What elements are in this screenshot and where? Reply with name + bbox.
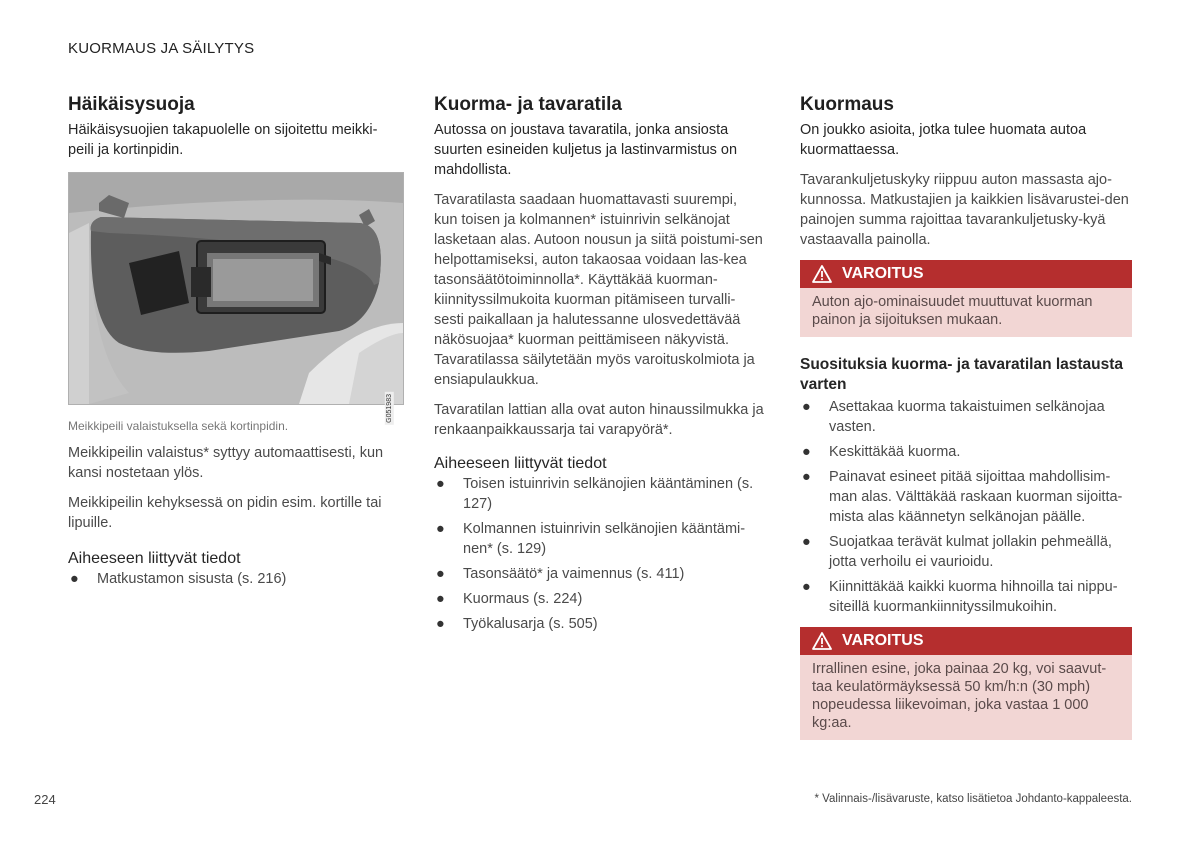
sun-visor-illustration [68,172,404,423]
bullet-icon: ● [70,571,79,587]
bullet-icon: ● [436,566,445,582]
warning-box [800,627,1132,740]
recommendations-list [800,397,1130,617]
related-link-tool-kit[interactable]: ● Työkalusarja (s. 505) [436,616,598,632]
bullet-icon: ● [802,399,811,415]
related-link-matkustamon-sisusta[interactable]: ● Matkustamon sisusta (s. 216) [70,571,287,587]
list-item: ● Suojatkaa terävät kulmat jollakin pehmeällä, jotta verhoilu ei vaurioidu. [802,534,1112,570]
warning-triangle-icon [812,632,832,650]
warning-title: VAROITUS [842,265,924,282]
related-link-second-row[interactable]: ● Toisen istuinrivin selkänojien kääntäminen (s. 127) [436,476,754,512]
bullet-icon: ● [436,521,445,537]
paragraph: Meikkipeilin kehyksessä on pidin esim. kortille tai lipuille. [68,495,382,531]
bullet-icon: ● [436,616,445,632]
running-header: KUORMAUS JA SÄILYTYS [68,40,255,57]
list-item: ● Kiinnittäkää kaikki kuorma hihnoilla tai nippu-siteillä kuormankiinnityssilmukoihin. [802,579,1118,615]
cargo-space-lead: Autossa on joustava tavaratila, jonka ansiosta suurten esineiden kuljetus ja lastinvarmistus on mahdollista. [434,122,738,178]
warning-box [800,260,1132,337]
bullet-icon: ● [802,444,811,460]
related-link-third-row[interactable]: ● Kolmannen istuinrivin selkänojien kääntämi-nen* (s. 129) [436,521,746,557]
loading-lead: On joukko asioita, jotka tulee huomata autoa kuormattaessa. [800,122,1087,158]
column-cargo-space [434,94,764,639]
list-item: ● Asettakaa kuorma takaistuimen selkänojaa vasten. [802,399,1105,435]
bullet-icon: ● [436,591,445,607]
related-link-level-control[interactable]: ● Tasonsäätö* ja vaimennus (s. 411) [436,566,685,582]
warning-header [800,627,1132,655]
list-item: ● Keskittäkää kuorma. [802,444,961,460]
paragraph: Tavaratilan lattian alla ovat auton hinaussilmukka ja renkaanpaikkaussarja tai varapyörä*. [434,402,764,438]
figure-code: G051983 [386,394,393,423]
list-item: ● Painavat esineet pitää sijoittaa mahdollisim-man alas. Välttäkää raskaan kuorman sijoitta-mista alas käännetyn selkänojan päälle. [802,469,1123,525]
paragraph: Tavaratilasta saadaan huomattavasti suurempi, kun toisen ja kolmannen* istuinrivin selkänojat lasketaan alas. Autoon nousun ja siitä poistumi-sen helpottamiseksi, auton takaosaa voidaan las-kea tasonsäätötoiminnolla*. Käyttäkää kuorman-kiinnityssilmukoita kuorman pitämiseen turvalli-sesti paikallaan ja halutessanne ulosvedettävää näkösuojaa* kuorman peittämiseen näkyvistä. Tavaratilassa säilytetään myös varoituskolmiota ja ensiapulaukkua. [434,192,763,388]
sun-visor-lead: Häikäisysuojien takapuolelle on sijoitettu meikki-peili ja kortinpidin. [68,122,378,158]
paragraph: Tavarankuljetuskyky riippuu auton massasta ajo-kunnossa. Matkustajien ja kaikkien lisävarustei-den painojen summa rajoittaa tavarankuljetusky-kyä vastaavalla painolla. [800,172,1129,248]
related-list [434,474,764,634]
sun-visor-drawing [69,173,403,404]
paragraph: Meikkipeilin valaistus* syttyy automaattisesti, kun kansi nostetaan ylös. [68,445,384,481]
warning-header [800,260,1132,288]
page-number: 224 [34,792,56,807]
warning-text: Irrallinen esine, joka painaa 20 kg, voi saavut-taa keulatörmäyksessä 50 km/h:n (30 mph) nopeudessa liikevoiman, joka vastaa 1 000 kg:aa. [800,655,1132,740]
bullet-icon: ● [802,534,811,550]
bullet-icon: ● [802,469,811,485]
footnote: * Valinnais-/lisävaruste, katso lisätietoa Johdanto-kappaleesta. [814,793,1132,805]
section-heading-loading: Kuormaus [800,94,894,115]
section-heading-sun-visor: Häikäisysuoja [68,94,195,115]
figure-caption: Meikkipeili valaistuksella sekä kortinpidin. [68,419,289,433]
recommendations-heading: Suosituksia kuorma- ja tavaratilan lastausta varten [800,356,1124,393]
bullet-icon: ● [802,579,811,595]
column-sun-visor [68,94,398,594]
related-link-loading[interactable]: ● Kuormaus (s. 224) [436,591,583,607]
related-list [68,569,398,589]
warning-triangle-icon [812,265,832,283]
warning-text: Auton ajo-ominaisuudet muuttuvat kuorman painon ja sijoituksen mukaan. [800,288,1132,337]
column-loading [800,94,1130,740]
warning-title: VAROITUS [842,632,924,649]
section-heading-cargo-space: Kuorma- ja tavaratila [434,94,622,115]
related-heading: Aiheeseen liittyvät tiedot [68,550,241,567]
related-heading: Aiheeseen liittyvät tiedot [434,455,607,472]
bullet-icon: ● [436,476,445,492]
